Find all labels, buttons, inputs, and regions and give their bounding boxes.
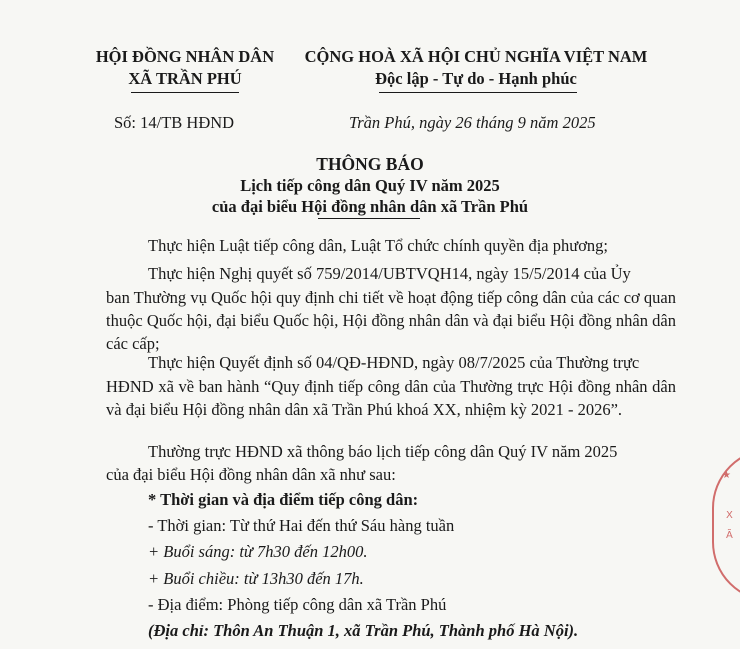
org-underline	[131, 92, 239, 93]
motto-underline	[379, 92, 577, 93]
place-date: Trần Phú, ngày 26 tháng 9 năm 2025	[349, 113, 596, 132]
doc-title: THÔNG BÁO	[316, 154, 424, 174]
schedule-heading: * Thời gian và địa điểm tiếp công dân:	[148, 490, 419, 509]
nation-line-2: Độc lập - Tự do - Hạnh phúc	[375, 69, 577, 88]
paragraph-2-first-line: Thực hiện Nghị quyết số 759/2014/UBTVQH14, ngày 15/5/2014 của Ủy	[148, 264, 631, 283]
national-motto	[296, 46, 656, 90]
schedule-address: (Địa chỉ: Thôn An Thuận 1, xã Trần Phú, Thành phố Hà Nội).	[148, 621, 579, 640]
doc-subtitle-2: của đại biểu Hội đồng nhân dân xã Trần Phú	[211, 197, 529, 216]
paragraph-3-first-line: Thực hiện Quyết định số 04/QĐ-HĐND, ngày 08/7/2025 của Thường trực	[148, 353, 640, 372]
paragraph-2-rest: ban Thường vụ Quốc hội quy định chi tiết về hoạt động tiếp công dân của các cơ quan thuộc Quốc hội, đại biểu Quốc hội, Hội đồng nhân dân và đại biểu Hội đồng nhân dân các cấp;	[106, 288, 676, 353]
paragraph-3-rest: HĐND xã về ban hành “Quy định tiếp công dân của Thường trực Hội đồng nhân dân và đại biểu Hội đồng nhân dân xã Trần Phú khoá XX, nhiệm kỳ 2021 - 2026”.	[106, 377, 676, 419]
doc-subtitle-1: Lịch tiếp công dân Quý IV năm 2025	[240, 176, 500, 195]
schedule-location: - Địa điểm: Phòng tiếp công dân xã Trần Phú	[148, 595, 447, 614]
paragraph-4-rest: của đại biểu Hội đồng nhân dân xã như sau:	[106, 465, 396, 484]
title-underline	[318, 218, 420, 219]
paragraph-4-first-line: Thường trực HĐND xã thông báo lịch tiếp công dân Quý IV năm 2025	[148, 442, 618, 461]
schedule-afternoon: + Buổi chiều: từ 13h30 đến 17h.	[148, 569, 364, 588]
official-seal: ★ X Ã	[712, 448, 740, 602]
schedule-time: - Thời gian: Từ thứ Hai đến thứ Sáu hàng tuần	[148, 516, 455, 535]
nation-line-1: CỘNG HOÀ XÃ HỘI CHỦ NGHĨA VIỆT NAM	[304, 47, 648, 66]
schedule-morning: + Buổi sáng: từ 7h30 đến 12h00.	[148, 542, 368, 561]
org-name	[60, 46, 310, 90]
paragraph-1: Thực hiện Luật tiếp công dân, Luật Tổ chức chính quyền địa phương;	[148, 236, 609, 255]
doc-number: Số: 14/TB HĐND	[114, 113, 235, 132]
org-line-2: XÃ TRẦN PHÚ	[128, 69, 242, 88]
org-line-1: HỘI ĐỒNG NHÂN DÂN	[95, 47, 275, 66]
